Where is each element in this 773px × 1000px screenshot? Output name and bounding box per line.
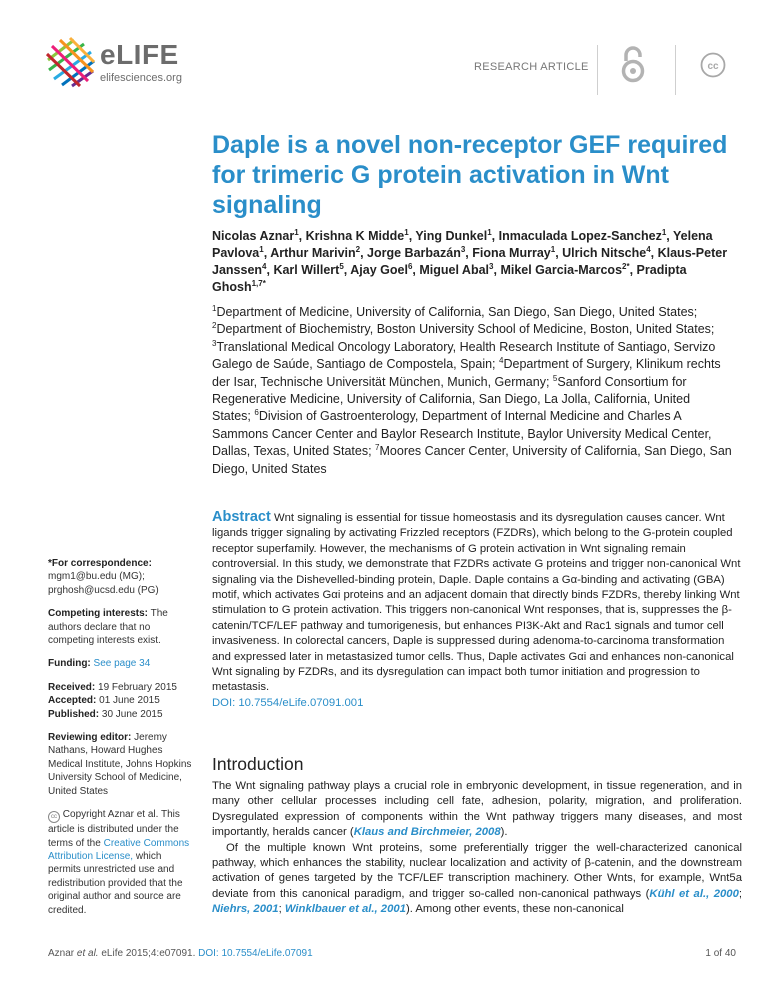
author[interactable]: Karl Willert$^5$ (273, 261, 344, 277)
author-affiliation-marker: 4 (262, 261, 267, 271)
correspondence: *For correspondence: mgm1@bu.edu (MG); prghosh@ucsd.edu (PG) (48, 558, 159, 596)
svg-text:cc: cc (707, 61, 719, 72)
author-affiliation-marker: 1 (550, 244, 556, 254)
abstract-doi-link[interactable]: DOI: 10.7554/eLife.07091.001 (212, 696, 364, 709)
author[interactable]: Fiona Murray$^1$ (472, 244, 556, 260)
sidebar (48, 557, 196, 927)
citation-link[interactable]: Kühl et al., 2000 (649, 887, 739, 900)
abstract-body: Wnt signaling is essential for tissue homeostasis and its dysregulation causes cancer. Wnt ligands trigger signaling by activating Frizzled receptors (FZDRs), which belong to the G-protein coupled receptor superfamily. However, the mechanisms of G protein activation in Wnt signaling remain controversial. In this study, we demonstrate that FZDRs activate G proteins and trigger non-canonical Wnt signaling via the Dishevelled-binding protein, Daple. Daple contains a Gα-binding and activating (GBA) motif, which activates Gαi proteins and an adjacent domain that directly binds FZDRs, thereby linking Wnt stimulation to G protein activation. This triggers non-canonical Wnt responses, that is, suppresses the β-catenin/TCF/LEF pathway and tumorigenesis, but enhances PI3K-Akt and Rac1 signals and tumor cell invasiveness. In colorectal cancers, Daple is suppressed during adenoma-to-carcinoma transformation and expressed later in metastasized tumor cells. Thus, Daple activates Gαi and enhances non-canonical Wnt signaling by FZDRs, and its dysregulation can impact both tumor initiation and progression to metastasis. (212, 512, 741, 694)
article-title: Daple is a novel non-receptor GEF required for trimeric G protein activation in Wnt signaling (212, 131, 728, 219)
footer-citation: Aznar et al. eLife 2015;4:e07091. DOI: 10.7554/eLife.07091 (48, 948, 313, 959)
author[interactable]: Ajay Goel$^6$ (350, 261, 413, 277)
author[interactable]: Nicolas Aznar$^1$ (212, 227, 299, 243)
affiliation: Moores Cancer Center, University of California, San Diego, San Diego, United States (212, 444, 732, 476)
affiliation: Sanford Consortium for Regenerative Medicine, University of California, San Diego, La Jolla, California, United States; (212, 374, 691, 424)
brand-url[interactable]: elifesciences.org (100, 72, 182, 84)
competing-interests: Competing interests: The authors declare that no competing interests exist. (48, 608, 168, 647)
paragraph: Of the multiple known Wnt proteins, some preferentially trigger the well-characterized canonical pathway, which enhances the stability, nuclear localization and activity of β-catenin, and the downstream activation of genes targeted by the TCF/LEF transcription machinery. Other Wnts, for example, Wnt5a deviate from this canonical paradigm, and trigger so-called non-canonical pathways (Kühl et al., 2000; Niehrs, 2001; Winklbauer et al., 2001). Among other events, these non-canonical (212, 841, 742, 916)
author[interactable]: Mikel Garcia-Marcos$^{2*}$ (500, 261, 630, 277)
author[interactable]: Ulrich Nitsche$^4$ (562, 244, 651, 260)
affiliation-list (212, 304, 732, 478)
author-affiliation-marker: 1 (294, 227, 299, 237)
footer-doi-link[interactable]: DOI: 10.7554/eLife.07091 (198, 948, 313, 959)
article-type: RESEARCH ARTICLE (474, 61, 589, 73)
abstract (212, 510, 742, 711)
introduction-body (212, 779, 742, 918)
author[interactable]: Miguel Abal$^3$ (419, 261, 494, 277)
author[interactable]: Jorge Barbazán$^3$ (367, 244, 466, 260)
author[interactable]: Yelena Pavlova$^1$ (212, 229, 713, 260)
correspondence-emails[interactable]: mgm1@bu.edu (MG); prghosh@ucsd.edu (PG) (48, 571, 159, 596)
dates: Received: 19 February 2015 Accepted: 01 June 2015 Published: 30 June 2015 (48, 681, 177, 720)
affiliation-number: 5 (552, 373, 558, 383)
author[interactable]: Krishna K Midde$^1$ (305, 227, 409, 243)
brand[interactable] (100, 40, 182, 84)
author[interactable]: Ying Dunkel$^1$ (415, 227, 492, 243)
author-affiliation-marker: 3 (460, 244, 466, 254)
affiliation-number: 7 (375, 443, 380, 453)
author[interactable]: Klaus-Peter Janssen$^4$ (212, 246, 728, 277)
affiliation: Division of Gastroenterology, Department of Internal Medicine and Charles A Sammons Cancer Center and Baylor Research Institute, Baylor University Medical Center, Dallas, Texas, United States; (212, 409, 712, 459)
author-affiliation-marker: 6 (407, 261, 413, 271)
author[interactable]: Pradipta Ghosh$^{1,7*}$ (212, 263, 687, 294)
author-affiliation-marker: 1 (259, 244, 264, 254)
author-affiliation-marker: 2* (622, 261, 630, 271)
introduction-heading: Introduction (212, 754, 304, 774)
author-affiliation-marker: 1,7* (251, 278, 266, 288)
paragraph: The Wnt signaling pathway plays a crucial role in embryonic development, in tissue regeneration, and in many other cellular processes including cell fate, adhesion, polarity, migration, and proliferation. Dysregulated expression of components within the Wnt pathway triggers many diseases, and most importantly, heralds cancer (Klaus and Birchmeier, 2008). (212, 780, 742, 839)
author-affiliation-marker: 5 (339, 261, 344, 271)
funding: Funding: See page 34 (48, 658, 151, 670)
citation-link[interactable]: Niehrs, 2001 (212, 903, 279, 916)
creative-commons-icon (700, 52, 726, 78)
creative-commons-icon: cc (48, 811, 60, 823)
open-access-icon (618, 45, 648, 83)
citation-link[interactable]: Klaus and Birchmeier, 2008 (353, 826, 501, 839)
affiliation-number: 3 (212, 338, 217, 348)
citation-link[interactable]: Winklbauer et al., 2001 (284, 903, 406, 916)
affiliation-number: 4 (499, 356, 504, 366)
author-list: Nicolas Aznar$^1$, Krishna K Midde$^1$, Ying Dunkel$^1$, Inmaculada Lopez-Sanchez$^1$, Yelena Pavlova$^1$, Arthur Marivin$^2$, Jorge Barbazán$^3$, Fiona Murray$^1$, Ulrich Nitsche$^4$, Klaus-Peter Janssen$^4$, Karl Willert$^5$, Ajay Goel$^6$, Miguel Abal$^3$, Mikel Garcia-Marcos$^{2*}$, Pradipta Ghosh$^{1,7*}$ (212, 227, 728, 294)
affiliation-number: 1 (212, 303, 217, 313)
author[interactable]: Inmaculada Lopez-Sanchez$^1$ (498, 227, 667, 243)
affiliation: Department of Medicine, University of California, San Diego, San Diego, United States; (216, 305, 698, 319)
affiliation: Department of Biochemistry, Boston University School of Medicine, Boston, United States; (216, 322, 715, 337)
brand-name: eLIFE (100, 39, 179, 70)
abstract-heading: Abstract (212, 509, 271, 525)
affiliation: Translational Medical Oncology Laboratory, Health Research Institute of Santiago, Servizo Galego de Saúde, Santiago de Compostela, Spain; (212, 339, 716, 372)
divider (597, 45, 598, 95)
affiliation-number: 6 (254, 408, 259, 418)
author-affiliation-marker: 1 (661, 227, 667, 237)
author-affiliation-marker: 1 (487, 227, 492, 237)
author[interactable]: Arthur Marivin$^2$ (270, 244, 361, 260)
affiliation: Department of Surgery, Klinikum rechts der Isar, Technische Universität München, Munich, Germany; (212, 357, 721, 389)
page-number: 1 of 40 (705, 948, 736, 959)
author-affiliation-marker: 1 (404, 227, 409, 237)
author-affiliation-marker: 3 (489, 261, 494, 271)
license-link[interactable]: Creative Commons Attribution License, (48, 837, 190, 862)
reviewing-editor: Reviewing editor: Jeremy Nathans, Howard Hughes Medical Institute, Johns Hopkins University School of Medicine, United States (48, 732, 192, 797)
elife-logo-icon[interactable] (44, 36, 96, 88)
affiliation-number: 2 (212, 321, 217, 331)
copyright: cc Copyright Aznar et al. This article is distributed under the terms of the Creative Commons Attribution License, which permits unrestricted use and redistribution provided that the original author and source are credited. (48, 809, 190, 916)
author-affiliation-marker: 4 (646, 244, 651, 254)
funding-link[interactable]: See page 34 (93, 658, 151, 670)
author-affiliation-marker: 2 (355, 244, 361, 254)
divider (675, 45, 676, 95)
